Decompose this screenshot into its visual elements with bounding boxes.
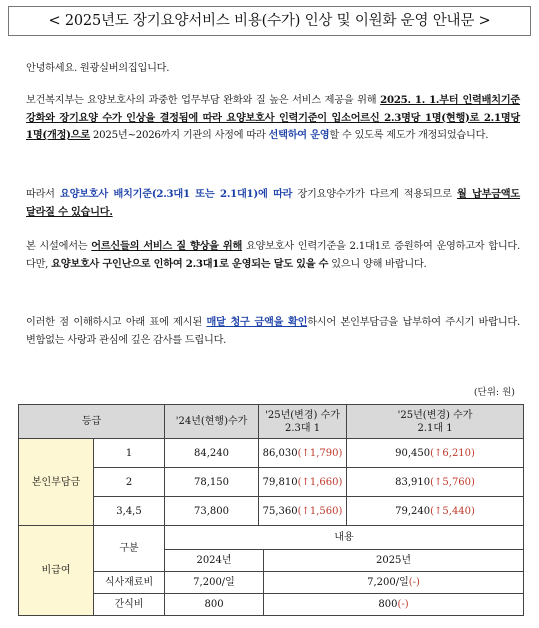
p2-intro: 따라서: [26, 189, 60, 200]
p4-intro: 이러한 점 이해하시고 아래 표에 제시된: [26, 317, 207, 328]
item-2024: 7,200/일: [165, 572, 264, 594]
p4-end: 하시어 본인부담금을 납부하여 주시기 바랍니다. 변함없는 사랑과 관심에 깊은 감사를 드립니다.: [26, 317, 521, 346]
p1-end: 할 수 있도록 제도가 개정되었습니다.: [329, 130, 489, 141]
content-header: 내용: [165, 526, 524, 550]
table-row: [19, 594, 524, 616]
paragraph-1: [26, 92, 520, 145]
header-2025-23: '25년(변경) 수가 2.3대 1: [259, 405, 347, 439]
value-2025-21: 90,450(↑6,210): [347, 439, 524, 468]
fee-table: [18, 404, 524, 616]
paragraph-2: [26, 186, 520, 221]
p3-shortage: 요양보호사 구인난으로 인하여 2.3대1로 운영되는 달도 있을 수: [51, 257, 329, 270]
category-header: 구분: [94, 526, 165, 572]
p2-staffing-criteria: 요양보호사 배치기준(2.3대1 또는 2.1대1)에 따라: [59, 188, 293, 200]
grade-cell: 3,4,5: [94, 497, 165, 526]
paragraph-4: [26, 314, 520, 349]
value-2024: 84,240: [165, 439, 259, 468]
value-2025-23: 86,030(↑1,790): [259, 439, 347, 468]
item-2025: 800(-): [264, 594, 524, 616]
year-2024-header: 2024년: [165, 550, 264, 572]
p1-period: 2025년~2026까지 기관의 사정에 따라: [89, 130, 269, 141]
grade-cell: 1: [94, 439, 165, 468]
paragraph-3: [26, 238, 520, 273]
p3-intro: 본 시설에서는: [26, 241, 92, 252]
value-2025-23: 79,810(↑1,660): [259, 468, 347, 497]
item-2025: 7,200/일(-): [264, 572, 524, 594]
self-pay-label: 본인부담금: [19, 439, 94, 526]
p3-end: 있으니 양해 바랍니다.: [328, 258, 427, 270]
header-2025-21: '25년(변경) 수가 2.1대 1: [347, 405, 524, 439]
p3-quality: 어르신들의 서비스 질 향상을 위해: [91, 240, 243, 252]
item-2024: 800: [165, 594, 264, 616]
p3-middle: 요양보호사 인력기준을 2.1대1로 증원하여 운영하고자 합니다. 다만,: [26, 241, 520, 270]
non-covered-label: 비급여: [19, 526, 94, 616]
p4-check-amount: 매달 청구 금액을 확인: [206, 316, 308, 328]
item-name: 간식비: [94, 594, 165, 616]
year-2025-header: 2025년: [264, 550, 524, 572]
table-row: [19, 497, 524, 526]
value-2024: 73,800: [165, 497, 259, 526]
value-2024: 78,150: [165, 468, 259, 497]
table-row: [19, 439, 524, 468]
p2-payment-change: 월 납부금액도 달라질 수 있습니다.: [26, 188, 520, 218]
p1-intro: 보건복지부는 요양보호사의 과중한 업무부담 완화와 질 높은 서비스 제공을 위해: [26, 95, 381, 106]
item-name: 식사재료비: [94, 572, 165, 594]
greeting: 안녕하세요. 원광실버의집입니다.: [26, 63, 170, 74]
p1-key-change: 2025. 1. 1.부터 인력배치기준 강화와 장기요양 수가 인상을 결정됨에 따라 요양보호사 인력기준이 입소어르신 2.3명당 1명(현행)로 2.1명당 1명(개정)으로: [26, 94, 521, 141]
notice-title: < 2025년도 장기요양서비스 비용(수가) 인상 및 이원화 운영 안내문 >: [8, 6, 531, 36]
unit-label: (단위: 원): [473, 387, 515, 398]
grade-header: 등급: [19, 405, 165, 439]
table-row: [19, 572, 524, 594]
p2-middle: 장기요양수가가 다르게 적용되므로: [292, 189, 457, 200]
value-2025-23: 75,360(↑1,560): [259, 497, 347, 526]
value-2025-21: 79,240(↑5,440): [347, 497, 524, 526]
grade-cell: 2: [94, 468, 165, 497]
header-2024: '24년(현행)수가: [165, 405, 259, 439]
table-row: [19, 468, 524, 497]
p1-select-operation: 선택하여 운영: [268, 129, 330, 141]
value-2025-21: 83,910(↑5,760): [347, 468, 524, 497]
